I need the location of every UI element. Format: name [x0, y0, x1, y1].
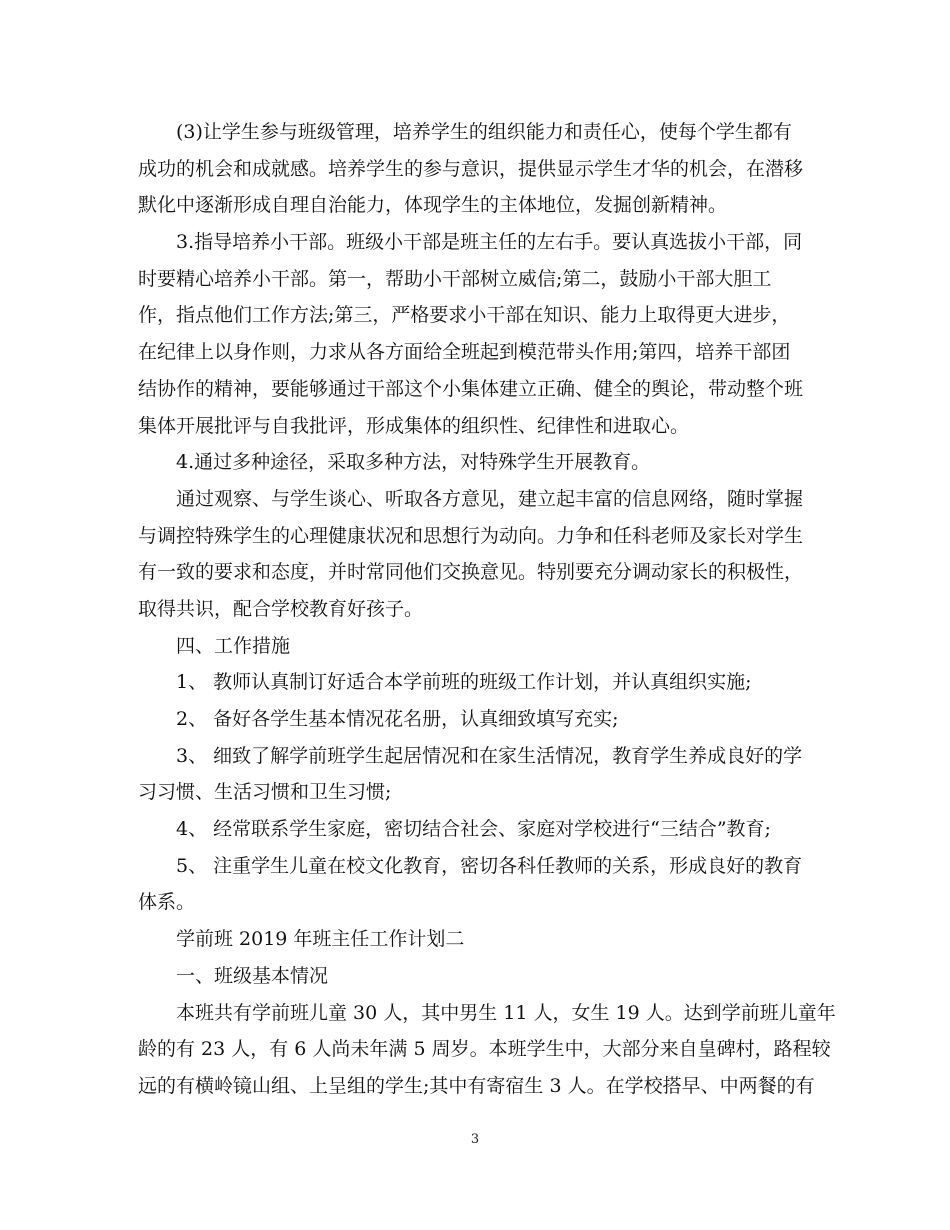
paragraph-line: 时要精心培养小干部。第一，帮助小干部树立威信;第二，鼓励小干部大胆工 [138, 267, 772, 290]
paragraph-line: 成功的机会和成就感。培养学生的参与意识，提供显示学生才华的机会，在潜移 [138, 157, 804, 180]
list-item-continuation: 习习惯、生活习惯和卫生习惯; [138, 781, 392, 804]
paragraph-line: 默化中逐渐形成自理自治能力，体现学生的主体地位，发掘创新精神。 [138, 194, 728, 217]
paragraph-line: 远的有横岭镜山组、上呈组的学生;其中有寄宿生 3 人。在学校搭早、中两餐的有 [138, 1074, 815, 1097]
page-number: 3 [470, 1132, 480, 1147]
paragraph-line: 通过观察、与学生谈心、听取各方意见，建立起丰富的信息网络，随时掌握 [176, 487, 804, 510]
document-body [138, 114, 836, 1105]
paragraph-line: 3.指导培养小干部。班级小干部是班主任的左右手。要认真选拔小干部，同 [176, 231, 803, 254]
section-heading: 四、工作措施 [176, 634, 291, 657]
list-item-continuation: 体系。 [138, 891, 196, 914]
list-item: 2、 备好各学生基本情况花名册，认真细致填写充实; [176, 708, 619, 730]
section-heading: 一、班级基本情况 [176, 964, 329, 987]
paragraph-line: 结协作的精神，要能够通过干部这个小集体建立正确、健全的舆论，带动整个班 [138, 377, 804, 400]
paragraph-line: 取得共识，配合学校教育好孩子。 [138, 597, 424, 620]
paragraph-line: 龄的有 23 人，有 6 人尚未年满 5 周岁。本班学生中，大部分来自皇碑村，路程较 [138, 1038, 831, 1061]
document-title: 学前班 2019 年班主任工作计划二 [176, 928, 465, 951]
paragraph-line: 4.通过多种途径，采取多种方法，对特殊学生开展教育。 [176, 451, 651, 474]
list-item: 4、 经常联系学生家庭，密切结合社会、家庭对学校进行“三结合”教育; [176, 818, 771, 841]
paragraph-line: 作，指点他们工作方法;第三，严格要求小干部在知识、能力上取得更大进步， [138, 304, 791, 327]
paragraph-line: 本班共有学前班儿童 30 人，其中男生 11 人，女生 19 人。达到学前班儿童年 [176, 1001, 836, 1024]
list-item: 1、 教师认真制订好适合本学前班的班级工作计划，并认真组织实施; [176, 671, 752, 694]
paragraph-line: 集体开展批评与自我批评，形成集体的组织性、纪律性和进取心。 [138, 414, 690, 437]
paragraph-line: 在纪律上以身作则，力求从各方面给全班起到模范带头作用;第四，培养干部团 [138, 341, 791, 364]
list-item: 5、 注重学生儿童在校文化教育，密切各科任教师的关系，形成良好的教育 [176, 854, 803, 877]
paragraph-line: 有一致的要求和态度，并时常同他们交换意见。特别要充分调动家长的积极性， [138, 561, 804, 584]
paragraph-line: 与调控特殊学生的心理健康状况和思想行为动向。力争和任科老师及家长对学生 [138, 524, 804, 547]
paragraph-line: (3)让学生参与班级管理，培养学生的组织能力和责任心，使每个学生都有 [176, 121, 792, 143]
list-item: 3、 细致了解学前班学生起居情况和在家生活情况，教育学生养成良好的学 [176, 744, 803, 767]
